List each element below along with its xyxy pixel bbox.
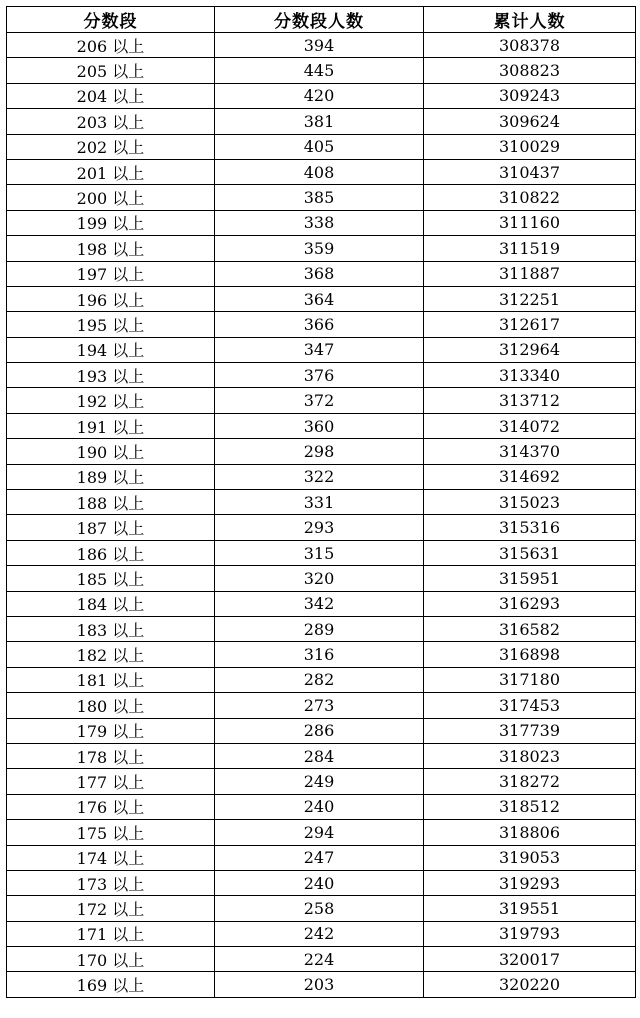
score-range-cell: 201 以上 <box>7 159 215 184</box>
table-row <box>7 616 636 641</box>
table-row <box>7 58 636 83</box>
segment-count-cell: 394 <box>215 33 424 58</box>
segment-count-cell: 420 <box>215 83 424 108</box>
segment-count-cell: 347 <box>215 337 424 362</box>
score-range-cell: 190 以上 <box>7 439 215 464</box>
cumulative-count-cell: 309243 <box>424 83 636 108</box>
table-row <box>7 769 636 794</box>
table-row <box>7 743 636 768</box>
score-range-cell: 189 以上 <box>7 464 215 489</box>
cumulative-count-cell: 318272 <box>424 769 636 794</box>
table-row <box>7 109 636 134</box>
cumulative-count-cell: 316582 <box>424 616 636 641</box>
score-range-cell: 171 以上 <box>7 921 215 946</box>
table-header <box>7 7 636 33</box>
score-range-cell: 197 以上 <box>7 261 215 286</box>
cumulative-count-cell: 315951 <box>424 566 636 591</box>
cumulative-count-cell: 314072 <box>424 413 636 438</box>
table-row <box>7 464 636 489</box>
cumulative-count-cell: 312251 <box>424 286 636 311</box>
segment-count-cell: 298 <box>215 439 424 464</box>
score-range-cell: 191 以上 <box>7 413 215 438</box>
segment-count-cell: 445 <box>215 58 424 83</box>
score-range-cell: 195 以上 <box>7 312 215 337</box>
score-range-cell: 204 以上 <box>7 83 215 108</box>
cumulative-count-cell: 318512 <box>424 794 636 819</box>
table-row <box>7 236 636 261</box>
cumulative-count-cell: 319793 <box>424 921 636 946</box>
table-row <box>7 261 636 286</box>
cumulative-count-cell: 311887 <box>424 261 636 286</box>
score-range-cell: 169 以上 <box>7 972 215 997</box>
cumulative-count-cell: 308823 <box>424 58 636 83</box>
table-row <box>7 693 636 718</box>
score-range-cell: 179 以上 <box>7 718 215 743</box>
cumulative-count-cell: 310029 <box>424 134 636 159</box>
score-range-cell: 203 以上 <box>7 109 215 134</box>
segment-count-cell: 240 <box>215 870 424 895</box>
segment-count-cell: 366 <box>215 312 424 337</box>
segment-count-cell: 316 <box>215 642 424 667</box>
cumulative-count-cell: 319053 <box>424 845 636 870</box>
score-range-cell: 205 以上 <box>7 58 215 83</box>
cumulative-count-cell: 315316 <box>424 515 636 540</box>
header-score-range: 分数段 <box>7 7 215 33</box>
score-range-cell: 196 以上 <box>7 286 215 311</box>
score-range-cell: 193 以上 <box>7 363 215 388</box>
cumulative-count-cell: 318806 <box>424 820 636 845</box>
cumulative-count-cell: 313712 <box>424 388 636 413</box>
table-row <box>7 33 636 58</box>
cumulative-count-cell: 316898 <box>424 642 636 667</box>
table-row <box>7 667 636 692</box>
table-row <box>7 820 636 845</box>
score-range-cell: 180 以上 <box>7 693 215 718</box>
table-row <box>7 83 636 108</box>
segment-count-cell: 289 <box>215 616 424 641</box>
segment-count-cell: 364 <box>215 286 424 311</box>
table-row <box>7 896 636 921</box>
score-range-cell: 202 以上 <box>7 134 215 159</box>
cumulative-count-cell: 312617 <box>424 312 636 337</box>
score-range-cell: 175 以上 <box>7 820 215 845</box>
segment-count-cell: 294 <box>215 820 424 845</box>
segment-count-cell: 376 <box>215 363 424 388</box>
table-row <box>7 337 636 362</box>
table-row <box>7 718 636 743</box>
score-range-cell: 198 以上 <box>7 236 215 261</box>
header-cumulative-count: 累计人数 <box>424 7 636 33</box>
cumulative-count-cell: 311519 <box>424 236 636 261</box>
score-range-cell: 188 以上 <box>7 490 215 515</box>
segment-count-cell: 322 <box>215 464 424 489</box>
segment-count-cell: 360 <box>215 413 424 438</box>
score-range-cell: 182 以上 <box>7 642 215 667</box>
score-distribution-table <box>6 6 636 998</box>
segment-count-cell: 203 <box>215 972 424 997</box>
cumulative-count-cell: 314692 <box>424 464 636 489</box>
segment-count-cell: 293 <box>215 515 424 540</box>
cumulative-count-cell: 314370 <box>424 439 636 464</box>
segment-count-cell: 284 <box>215 743 424 768</box>
cumulative-count-cell: 317739 <box>424 718 636 743</box>
cumulative-count-cell: 318023 <box>424 743 636 768</box>
table-row <box>7 312 636 337</box>
table-row <box>7 413 636 438</box>
cumulative-count-cell: 320220 <box>424 972 636 997</box>
segment-count-cell: 368 <box>215 261 424 286</box>
table-row <box>7 286 636 311</box>
score-range-cell: 178 以上 <box>7 743 215 768</box>
table-row <box>7 591 636 616</box>
segment-count-cell: 224 <box>215 947 424 972</box>
score-range-cell: 172 以上 <box>7 896 215 921</box>
score-range-cell: 194 以上 <box>7 337 215 362</box>
segment-count-cell: 286 <box>215 718 424 743</box>
table-row <box>7 363 636 388</box>
cumulative-count-cell: 315631 <box>424 540 636 565</box>
segment-count-cell: 249 <box>215 769 424 794</box>
score-range-cell: 184 以上 <box>7 591 215 616</box>
cumulative-count-cell: 319293 <box>424 870 636 895</box>
segment-count-cell: 405 <box>215 134 424 159</box>
cumulative-count-cell: 315023 <box>424 490 636 515</box>
score-range-cell: 185 以上 <box>7 566 215 591</box>
cumulative-count-cell: 320017 <box>424 947 636 972</box>
segment-count-cell: 242 <box>215 921 424 946</box>
table-row <box>7 185 636 210</box>
segment-count-cell: 331 <box>215 490 424 515</box>
table-row <box>7 490 636 515</box>
segment-count-cell: 408 <box>215 159 424 184</box>
cumulative-count-cell: 313340 <box>424 363 636 388</box>
table-row <box>7 845 636 870</box>
score-range-cell: 181 以上 <box>7 667 215 692</box>
table-row <box>7 515 636 540</box>
header-segment-count: 分数段人数 <box>215 7 424 33</box>
score-range-cell: 206 以上 <box>7 33 215 58</box>
cumulative-count-cell: 311160 <box>424 210 636 235</box>
table-row <box>7 540 636 565</box>
table-row <box>7 642 636 667</box>
table-row <box>7 947 636 972</box>
cumulative-count-cell: 317180 <box>424 667 636 692</box>
segment-count-cell: 385 <box>215 185 424 210</box>
cumulative-count-cell: 310822 <box>424 185 636 210</box>
segment-count-cell: 342 <box>215 591 424 616</box>
cumulative-count-cell: 319551 <box>424 896 636 921</box>
score-range-cell: 173 以上 <box>7 870 215 895</box>
score-range-cell: 170 以上 <box>7 947 215 972</box>
header-row <box>7 7 636 33</box>
score-range-cell: 176 以上 <box>7 794 215 819</box>
segment-count-cell: 359 <box>215 236 424 261</box>
score-range-cell: 187 以上 <box>7 515 215 540</box>
segment-count-cell: 273 <box>215 693 424 718</box>
table-row <box>7 388 636 413</box>
table-row <box>7 439 636 464</box>
table-row <box>7 972 636 997</box>
segment-count-cell: 381 <box>215 109 424 134</box>
table-row <box>7 210 636 235</box>
cumulative-count-cell: 312964 <box>424 337 636 362</box>
cumulative-count-cell: 309624 <box>424 109 636 134</box>
table-row <box>7 134 636 159</box>
score-range-cell: 186 以上 <box>7 540 215 565</box>
segment-count-cell: 247 <box>215 845 424 870</box>
segment-count-cell: 315 <box>215 540 424 565</box>
score-range-cell: 183 以上 <box>7 616 215 641</box>
score-range-cell: 200 以上 <box>7 185 215 210</box>
score-range-cell: 199 以上 <box>7 210 215 235</box>
table-row <box>7 921 636 946</box>
cumulative-count-cell: 317453 <box>424 693 636 718</box>
table-row <box>7 794 636 819</box>
segment-count-cell: 258 <box>215 896 424 921</box>
table-body <box>7 33 636 998</box>
cumulative-count-cell: 316293 <box>424 591 636 616</box>
score-range-cell: 174 以上 <box>7 845 215 870</box>
score-range-cell: 177 以上 <box>7 769 215 794</box>
cumulative-count-cell: 308378 <box>424 33 636 58</box>
segment-count-cell: 282 <box>215 667 424 692</box>
table-row <box>7 159 636 184</box>
table-row <box>7 870 636 895</box>
segment-count-cell: 338 <box>215 210 424 235</box>
cumulative-count-cell: 310437 <box>424 159 636 184</box>
score-range-cell: 192 以上 <box>7 388 215 413</box>
segment-count-cell: 372 <box>215 388 424 413</box>
table-row <box>7 566 636 591</box>
segment-count-cell: 320 <box>215 566 424 591</box>
segment-count-cell: 240 <box>215 794 424 819</box>
